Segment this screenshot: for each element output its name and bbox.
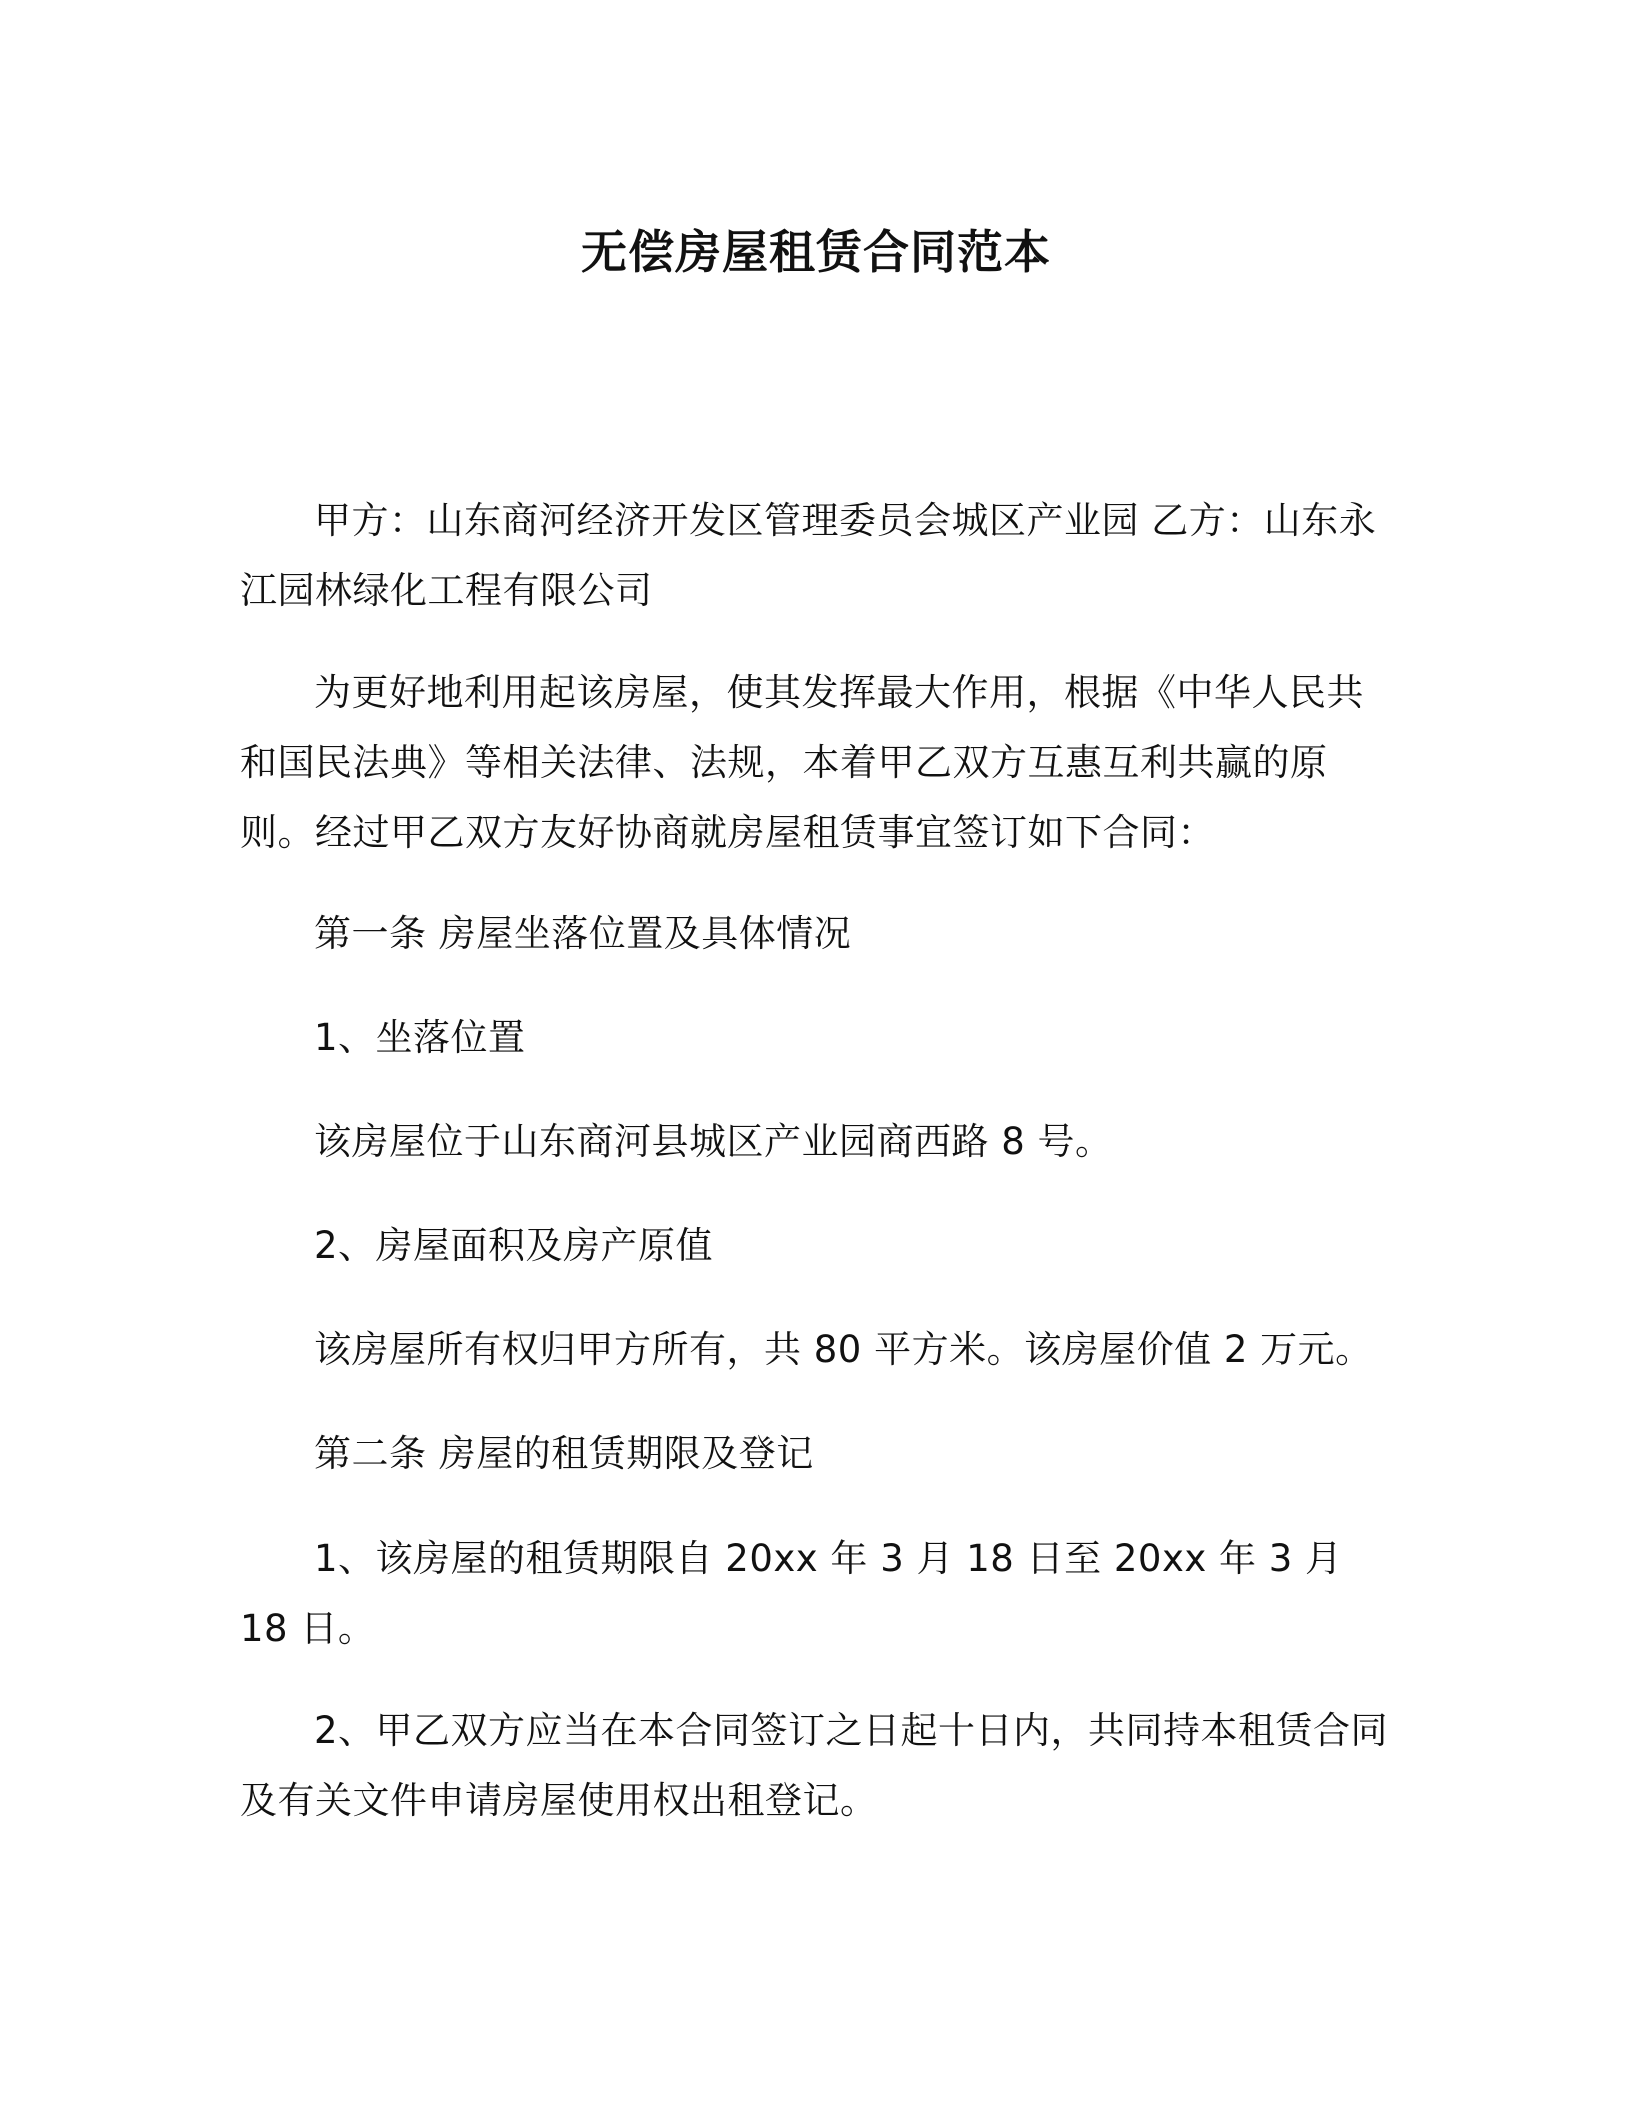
article-1-item-2-heading: 2、房屋面积及房产原值 — [314, 1224, 714, 1267]
article-2-item-2: 2、甲乙双方应当在本合同签订之日起十日内，共同持本租赁合同及有关文件申请房屋使用权出租登记。 — [240, 1709, 1389, 1822]
article-1-item-1-heading: 1、坐落位置 — [314, 1016, 526, 1059]
article-2-item-1: 1、该房屋的租赁期限自 20xx 年 3 月 18 日至 20xx 年 3 月 18 日。 — [240, 1537, 1343, 1650]
article-1-heading: 第一条 房屋坐落位置及具体情况 — [314, 912, 852, 955]
parties-paragraph: 甲方：山东商河经济开发区管理委员会城区产业园 乙方：山东永江园林绿化工程有限公司 — [240, 499, 1377, 612]
document-body — [240, 486, 1390, 1868]
document-title: 无偿房屋租赁合同范本 — [581, 225, 1051, 279]
article-2-heading: 第二条 房屋的租赁期限及登记 — [314, 1432, 814, 1475]
article-1-item-1-text: 该房屋位于山东商河县城区产业园商西路 8 号。 — [314, 1120, 1113, 1163]
article-1-item-2-text: 该房屋所有权归甲方所有，共 80 平方米。该房屋价值 2 万元。 — [314, 1328, 1373, 1371]
intro-paragraph: 为更好地利用起该房屋，使其发挥最大作用，根据《中华人民共和国民法典》等相关法律、法规，本着甲乙双方互惠互利共赢的原则。经过甲乙双方友好协商就房屋租赁事宜签订如下合同： — [240, 671, 1364, 854]
